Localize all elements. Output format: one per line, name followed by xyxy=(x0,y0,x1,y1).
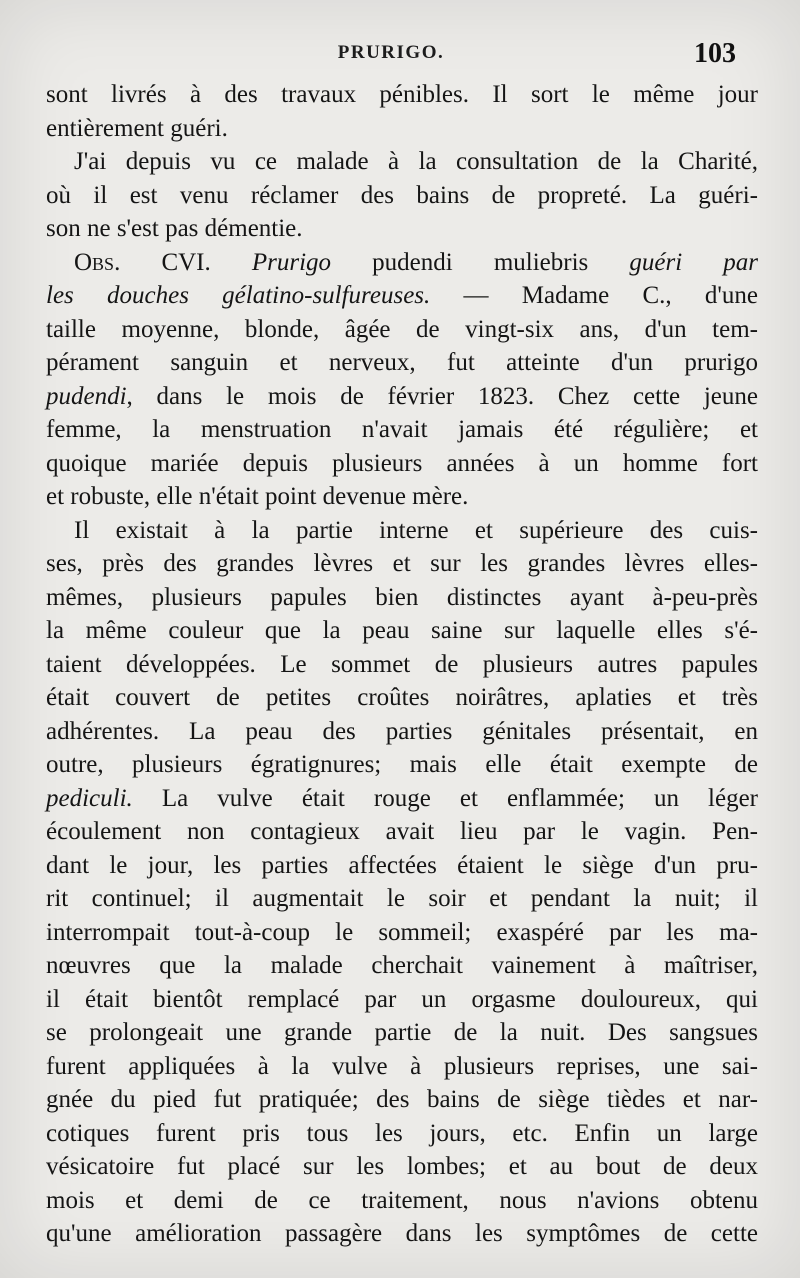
text-line: qu'une amélioration passagère dans les symptômes de cette xyxy=(46,1220,758,1247)
text-line: taient développées. Le sommet de plusieurs autres papules xyxy=(46,650,758,678)
body-text xyxy=(46,78,758,1251)
text-line: ses, près des grandes lèvres et sur les grandes lèvres elles- xyxy=(46,550,758,577)
text-line: femme, la menstruation n'avait jamais été régulière; et xyxy=(46,416,758,443)
text-line: outre, plusieurs égratignures; mais elle était exempte de xyxy=(46,751,758,778)
text-line xyxy=(46,380,758,414)
text-line: mois et demi de ce traitement, nous n'avions obtenu xyxy=(46,1186,758,1214)
text-span: pudendi xyxy=(46,382,127,410)
text-span: guéri par xyxy=(629,248,758,276)
text-line: était couvert de petites croûtes noirâtres, aplaties et très xyxy=(46,684,758,711)
text-line: où il est venu réclamer des bains de propreté. La guéri- xyxy=(46,181,758,209)
text-line xyxy=(46,246,758,280)
text-line: pérament sanguin et nerveux, fut atteinte d'un prurigo xyxy=(46,349,758,376)
text-line: quoique mariée depuis plusieurs années à un homme fort xyxy=(46,449,758,477)
text-span: Obs. CVI. xyxy=(74,248,252,276)
text-line: entièrement guéri. xyxy=(46,114,228,142)
text-line: et robuste, elle n'était point devenue mère. xyxy=(46,483,469,510)
text-line: nœuvres que la malade cherchait vainement à maîtriser, xyxy=(46,952,758,979)
text-line: interrompait tout-à-coup le sommeil; exaspéré par les ma- xyxy=(46,918,758,946)
text-line: rit continuel; il augmentait le soir et pendant la nuit; il xyxy=(46,885,758,912)
text-line: écoulement non contagieux avait lieu par le vagin. Pen- xyxy=(46,818,758,845)
text-line: gnée du pied fut pratiquée; des bains de siège tièdes et nar- xyxy=(46,1086,758,1113)
text-line: taille moyenne, blonde, âgée de vingt-six ans, d'un tem- xyxy=(46,315,758,343)
text-line: adhérentes. La peau des parties génitales présentait, en xyxy=(46,717,758,745)
text-span: les douches gélatino-sulfureuses. xyxy=(46,282,431,309)
text-span: pudendi muliebris xyxy=(331,248,630,276)
text-line xyxy=(46,782,758,816)
text-line: J'ai depuis vu ce malade à la consultation de la Charité, xyxy=(74,148,758,175)
text-line: se prolongeait une grande partie de la nuit. Des sangsues xyxy=(46,1019,758,1046)
text-line: cotiques furent pris tous les jours, etc. Enfin un large xyxy=(46,1119,758,1147)
page-number: 103 xyxy=(694,38,736,69)
text-line: son ne s'est pas démentie. xyxy=(46,215,303,242)
running-title: PRURIGO. xyxy=(337,42,445,63)
text-line xyxy=(46,279,758,313)
text-line: vésicatoire fut placé sur les lombes; et au bout de deux xyxy=(46,1153,758,1180)
text-span: La vulve était rouge et enflammée; un léger xyxy=(132,784,758,812)
text-span: , dans le mois de février 1823. Chez cette jeune xyxy=(126,382,758,410)
text-span: pediculi. xyxy=(46,784,133,812)
text-line: dant le jour, les parties affectées étaient le siège d'un pru- xyxy=(46,851,758,879)
text-span: — Madame C., d'une xyxy=(430,282,758,309)
page-header xyxy=(46,38,736,78)
text-line: la même couleur que la peau saine sur laquelle elles s'é- xyxy=(46,617,758,644)
text-line: mêmes, plusieurs papules bien distinctes ayant à-peu-près xyxy=(46,583,758,611)
text-line: il était bientôt remplacé par un orgasme douloureux, qui xyxy=(46,985,758,1013)
text-line: Il existait à la partie interne et supérieure des cuis- xyxy=(74,516,758,544)
text-line: furent appliquées à la vulve à plusieurs reprises, une sai- xyxy=(46,1052,758,1080)
text-line: sont livrés à des travaux pénibles. Il sort le même jour xyxy=(46,81,758,108)
text-span: Prurigo xyxy=(251,248,332,276)
